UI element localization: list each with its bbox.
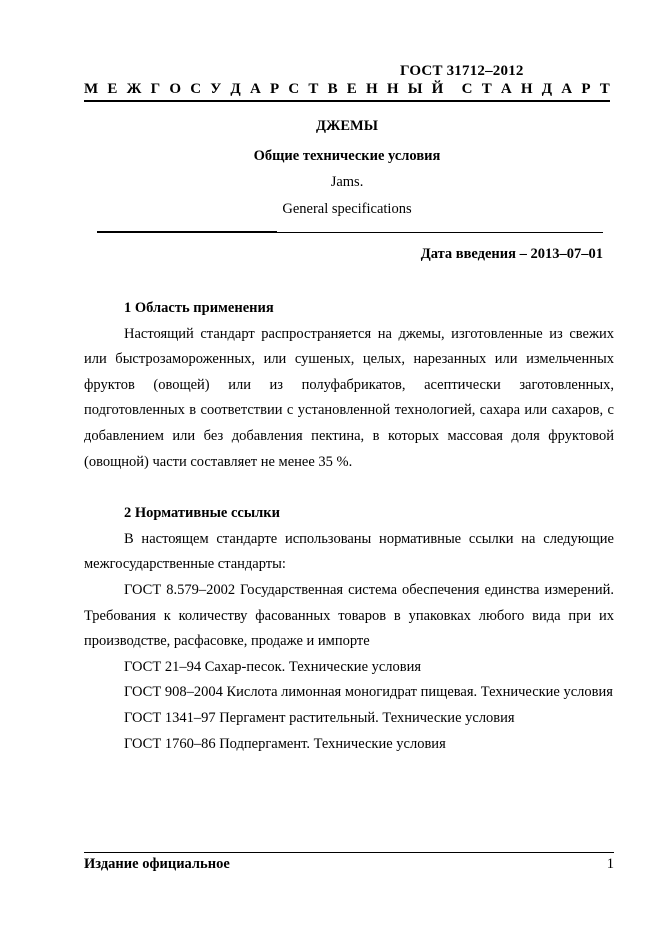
- standard-number: ГОСТ 31712–2012: [400, 63, 524, 79]
- heading-letter: С: [288, 81, 300, 97]
- section-heading-references: 2 Нормативные ссылки: [124, 505, 280, 522]
- heading-letter: Р: [269, 81, 280, 97]
- english-title: Jams.: [330, 174, 364, 190]
- heading-letter: Т: [481, 81, 492, 97]
- document-subtitle: Общие технические условия: [253, 148, 441, 164]
- reference-item: ГОСТ 908–2004 Кислота лимонная моногидрат пищевая. Технические условия: [124, 684, 613, 701]
- section-heading-scope: 1 Область применения: [124, 300, 274, 316]
- title-block: [84, 118, 610, 227]
- heading-letter: О: [169, 81, 181, 97]
- heading-letter: Й: [431, 81, 444, 97]
- document-title: ДЖЕМЫ: [316, 118, 378, 134]
- heading-letter: В: [327, 81, 338, 97]
- heading-letter: Д: [541, 81, 553, 97]
- english-subtitle: General specifications: [282, 201, 412, 217]
- heading-letter: А: [249, 81, 261, 97]
- footer-rule: [84, 852, 614, 853]
- heading-letter: Т: [599, 81, 610, 97]
- title-rule-thick: [97, 231, 277, 233]
- heading-letter: С: [190, 81, 202, 97]
- page-number: 1: [606, 856, 614, 872]
- heading-letter: Д: [230, 81, 241, 97]
- heading-letter: Н: [520, 81, 533, 97]
- heading-letter: Т: [308, 81, 319, 97]
- reference-item: ГОСТ 8.579–2002 Государственная система обеспечения единства измерений. Требования к количеству фасованных товаров в упаковках любого вида при их производстве, расфасовке, продаже и импорте: [84, 581, 614, 650]
- heading-letter: Н: [386, 81, 399, 97]
- heading-letter: У: [210, 81, 222, 97]
- reference-item: ГОСТ 1760–86 Подпергамент. Технические условия: [124, 735, 446, 752]
- heading-letter: Е: [107, 81, 118, 97]
- heading-letter: Ы: [407, 81, 423, 97]
- heading-letter: А: [500, 81, 512, 97]
- heading-letter: Е: [346, 81, 357, 97]
- heading-letter: С: [461, 81, 473, 97]
- scope-paragraph: Настоящий стандарт распространяется на джемы, изготовленные из свежих или быстрозамороженных, или сушеных, целых, нарезанных или измельченных фруктов (овощей) или из полуфабрикатов, асептически заготовленных, подготовленных в соответствии с установленной технологией, сахара или сахаров, с добавлением или без добавления пектина, в которых массовая доля фруктовой (овощной) части составляет не менее 35 %.: [84, 325, 614, 470]
- heading-letter: М: [84, 81, 99, 97]
- heading-letter: Г: [150, 81, 161, 97]
- reference-item: ГОСТ 1341–97 Пергамент растительный. Технические условия: [124, 709, 515, 726]
- edition-label: Издание официальное: [84, 856, 230, 872]
- references-intro: В настоящем стандарте использованы нормативные ссылки на следующие межгосударственные стандарты:: [84, 530, 614, 573]
- interstate-standard-heading: [84, 81, 610, 98]
- reference-item: ГОСТ 21–94 Сахар-песок. Технические условия: [124, 658, 422, 675]
- document-body: [84, 296, 614, 757]
- header-rule: [84, 100, 610, 102]
- heading-letter: А: [561, 81, 573, 97]
- heading-letter: Ж: [126, 81, 142, 97]
- heading-letter: Н: [365, 81, 378, 97]
- heading-letter: Р: [581, 81, 591, 97]
- introduction-date: Дата введения – 2013–07–01: [420, 246, 603, 262]
